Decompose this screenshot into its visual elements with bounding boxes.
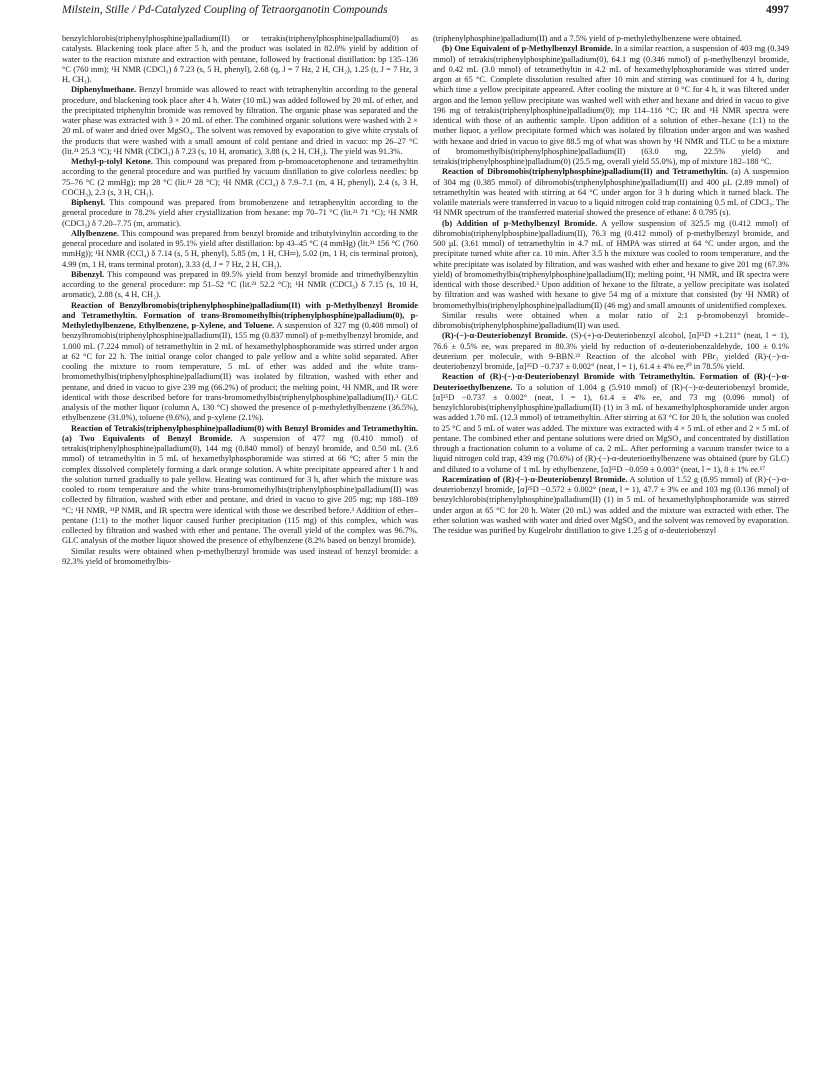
paragraph-heading: Reaction of (R)-(−)-α-Deuteriobenzyl Bromide with Tetramethyltin. Formation of (R)-(−)-α-Deuterioethylbenzene. — [433, 372, 789, 392]
left-column — [62, 34, 418, 1064]
paragraph-text: This compound was prepared from bromobenzene and tetraphenyltin according to the general procedure in 78.2% yield after crystallization from hexane: mp 70–71 °C (lit.²¹ 71 °C); ¹H NMR (CDCl₃) δ 7.20–7.75 (m, aromatic). — [62, 198, 418, 228]
paragraph-text: This compound was prepared from benzyl bromide and tributylvinyltin according to the general procedure and isolated in 95.1% yield after distillation: bp 43–45 °C (4 mmHg) (lit.²¹ 156 °C (760 mmHg)); ¹H NMR (CCl₄) δ 7.14 (s, 5 H, phenyl), 5.85 (m, 1 H, CH═), 5.02 (m, 1 H, cis terminal proton), 4.99 (m, 1 H, trans terminal proton), 3.33 (d, J = 7 Hz, 2 H, CH₂). — [62, 228, 418, 269]
paragraph — [433, 331, 789, 372]
paragraph — [62, 424, 418, 547]
paragraph-text: To a solution of 1.004 g (5.910 mmol) of (R)-(−)-α-deuteriobenzyl bromide, [α]²⁵D −0.737 ± 0.002° (neat, l = 1), 61.4 ± 4% ee, and 73 mg (0.096 mmol) of benzylchlorobis(triphenylphosphine)palladium(II) (1) in 3 mL of hexamethylphosphoramide under argon was added 1.70 mL (12.3 mmol) of tetramethyltin. After stirring at 63 °C for 20 h, the solution was cooled to 25 °C and 5 mL of water was added. The mixture was extracted with 4 × 5 mL of ether and 2 × 5 mL of pentane. The combined ether and pentane solutions were dried on MgSO₄ and concentrated by distillation through a fractionation column to a volume of ca. 2 mL. After performing a vacuum transfer twice to a liquid nitrogen cold trap, 439 mg (70.6%) of (R)-(−)-α-deuterioethylbenzene was obtained (pure by GLC) and diluted to a volume of 1 mL by ethylbenzene, [α]²⁵D −0.059 ± 0.003° (neat, l = 1), 8 ± 1% ee.¹⁷ — [433, 382, 789, 474]
text-columns — [62, 34, 789, 1064]
page-number: 4997 — [766, 4, 789, 16]
paragraph-text: A solution of 1.52 g (8.95 mmol) of (R)-(−)-α-deuteriobenzyl bromide, [α]²⁵D −0.572 ± 0.002° (neat, l = 1), 47.7 ± 3% ee and 103 mg (0.136 mmol) of benzylchlorobis(triphenylphosphine)palladium(II) (1) in 5 mL of hexamethylphosphoramide was stirred under argon at 65 °C for 20 h. Water (20 mL) was added and the mixture was extracted with ether. The ether solution was washed with water and dried over MgSO₄ and the solvent was removed by evaporation. The residue was purified by Kugelrohr distillation to give 1.25 g of α-deuteriobenzyl — [433, 474, 789, 535]
paragraph-text: (triphenylphosphine)palladium(II) and a 7.5% yield of p-methylethylbenzene were obtained. — [433, 34, 743, 43]
right-column — [433, 34, 789, 1064]
paragraph — [433, 372, 789, 475]
paragraph — [62, 270, 418, 301]
paragraph-text: This compound was prepared in 89.5% yield from benzyl bromide and trimethylbenzyltin according to the general procedure: mp 51–52 °C (lit.²¹ 52.2 °C); ¹H NMR (CDCl₃) δ 7.15 (s, 10 H, aromatic), 2.88 (s, 4 H, CH₂). — [62, 269, 418, 300]
paragraph-heading: (b) Addition of p-Methylbenzyl Bromide. — [442, 218, 598, 228]
paragraph-text: Similar results were obtained when p-methylbenzyl bromide was used instead of benzyl bromide: a 92.3% yield of bromomethylbis- — [62, 546, 418, 566]
paragraph-text: (S)-(+)-α-Deuteriobenzyl alcohol, [α]²⁵D +1.211° (neat, l = 1), 76.6 ± 0.5% ee, was prepared in 80.3% yield by reduction of α-deuteriobenzaldehyde, 100 ± 0.1% deuterium per molecule, with 9-BBN.²² Reaction of the alcohol with PBr₃ yielded (R)-(−)-α-deuteriobenzyl bromide, [α]²⁵D −0.737 ± 0.002° (neat, l = 1), 61.4 ± 4% ee,²⁰ in 78.5% yield. — [433, 331, 789, 371]
paragraph-heading: Reaction of Dibromobis(triphenylphosphine)palladium(II) and Tetramethyltin. — [442, 167, 729, 177]
paragraph — [433, 219, 789, 311]
paragraph — [62, 157, 418, 198]
paragraph-heading: Reaction of Benzylbromobis(triphenylphosphine)palladium(II) with p-Methylbenzyl Bromide and Tetramethyltin. Formation of trans-Bromomethylbis(triphenylphosphine)palladium(0), p-Methylethylbenzene, Ethylbenzene, p-Xylene, and Toluene. — [62, 300, 418, 330]
paragraph — [62, 85, 418, 157]
paragraph-heading: Biphenyl. — [71, 198, 106, 207]
paragraph-text: benzylchlorobis(triphenylphosphine)palladium(II) or tetrakis(triphenylphosphine)palladium(0) as catalysts. Blackening took place after 5 h, and the product was isolated in 82.0% yield by addition of water to the reaction mixture and extraction with pentane, followed by fractional distillation: bp 135–136 °C (760 mm); ¹H NMR (CDCl₃) δ 7.23 (s, 5 H, phenyl), 2.68 (q, J = 7 Hz, 2 H, CH₂), 1.25 (t, J = 7 Hz, 3 H, CH₃). — [62, 34, 418, 84]
paragraph-heading: (b) One Equivalent of p-Methylbenzyl Bromide. — [442, 44, 613, 54]
running-title: Milstein, Stille / Pd-Catalyzed Coupling of Tetraorganotin Compounds — [62, 4, 388, 16]
paragraph — [433, 475, 789, 537]
paragraph — [433, 311, 789, 332]
paragraph — [433, 167, 789, 218]
paragraph-heading: Allylbenzene. — [71, 228, 119, 238]
paragraph-text: This compound was prepared from p-bromoacetophenone and tetramethyltin according to the general procedure and was purified by vacuum distillation to give colorless needles: bp 75–76 °C (2 mmHg); mp 28 °C (lit.²¹ 28 °C); ¹H NMR (CCl₄) δ 7.9–7.1 (m, 4 H, phenyl), 2.4 (s, 3 H, COCH₃), 2.3 (s, 3 H, CH₃). — [62, 157, 418, 197]
paragraph-heading: Racemization of (R)-(−)-α-Deuteriobenzyl Bromide. — [442, 474, 628, 484]
paragraph-text: Benzyl bromide was allowed to react with tetraphenyltin according to the general procedure, and blackening took place after 4 h. Water (10 mL) was added followed by 20 mL of ether, and the precipitated triphenyltin bromide was removed by filtration. The organic phase was separated and the water phase was extracted with 3 × 20 mL of ether. The combined organic solutions were washed with 2 × 20 mL of water and dried over MgSO₄. The solvent was removed by evaporation to give white crystals of the products that were washed with a small amount of cold pentane and dried in vacuo: mp 26–27 °C (lit.²¹ 25.3 °C); ¹H NMR (CDCl₃) δ 7.23 (s, 10 H, aromatic), 3.88 (s, 2 H, CH₂). The yield was 91.3%. — [62, 85, 418, 156]
paragraph — [433, 34, 789, 44]
paragraph-text: Similar results were obtained when a molar ratio of 2:1 p-bromobenzyl bromide–dibromobis(triphenylphosphine)palladium(II) was used. — [433, 310, 789, 330]
paragraph-text: (a) A suspension of 304 mg (0.385 mmol) of dibromobis(triphenylphosphine)palladium(II) and 400 μL (2.89 mmol) of tetramethyltin was heated with stirring at 64 °C under argon for 3 h during which it turned black. The volatile materials were transferred in vacuo to a liquid nitrogen cold trap containing 0.5 mL of CDCl₃. The ¹H NMR spectrum of the transferred material showed the presence of ethane: δ 0.795 (s). — [433, 167, 789, 218]
paragraph-text: A yellow suspension of 325.5 mg (0.412 mmol) of dibromobis(triphenylphosphine)palladium(II), 76.3 mg (0.412 mmol) of p-methylbenzyl bromide, and 500 μL (3.61 mmol) of tetramethyltin in 4.7 mL of HMPA was stirred at 64 °C under argon, and the precipitate turned white after ca. 10 min. After 3.5 h the mixture was cooled to room temperature, and the white precipitate was isolated by filtration, and was washed with ether and hexane to give 201 mg (67.3% yield) of bromomethylbis(triphenylphosphine)palladium(II); melting point, ¹H NMR, and IR spectra were identical with those described.³ Upon addition of hexane to the filtrate, a yellow precipitate was isolated by filtration and was washed with hexane to give 54 mg of a mixture that consisted (by ¹H NMR) of bromomethylbis(triphenylphosphine)palladium(II) (46 mg) and small amounts of unidentified complexes. — [433, 218, 789, 310]
paragraph-heading: Reaction of Tetrakis(triphenylphosphine)palladium(0) with Benzyl Bromides and Tetramethyltin. (a) Two Equivalents of Benzyl Bromide. — [62, 423, 418, 443]
paragraph — [62, 34, 418, 85]
paragraph — [62, 198, 418, 229]
paragraph — [433, 44, 789, 167]
paragraph-heading: Bibenzyl. — [71, 269, 105, 279]
paragraph-heading: Diphenylmethane. — [71, 85, 137, 95]
paragraph — [62, 301, 418, 424]
paragraph — [62, 229, 418, 270]
paragraph-heading: (R)-(−)-α-Deuteriobenzyl Bromide. — [442, 331, 568, 341]
paragraph-heading: Methyl-p-tolyl Ketone. — [71, 157, 153, 166]
running-header — [62, 4, 789, 22]
paragraph-text: A suspension of 477 mg (0.410 mmol) of tetrakis(triphenylphosphine)palladium(0), 144 mg (0.840 mmol) of benzyl bromide, and 0.50 mL (3.6 mmol) of tetramethyltin in 5 mL of hexamethylphosphoramide was stirred at 66 °C; after 5 min the complex dissolved completely forming a dark orange solution. A white precipitate appeared after 1 h and the solution turned gradually to pale yellow. Heating was continued for 3 h, after which the mixture was cooled to room temperature and the white trans-bromomethylbis(triphenylphosphine)palladium(II) was collected by filtration, washed with ether and pentane, and dried in vacuo to give 205 mg; mp 188–189 °C; ¹H NMR, ³¹P NMR, and IR spectra were identical with those we described before.³ Addition of ether–pentane (1:1) to the mother liquor caused further precipitation (115 mg) of this complex, which was collected by filtration and washed with ether and pentane. The overall yield of the complex was 96.7%. GLC analysis of the mother liquor showed the presence of ethylbenzene (8.2% based on benzyl bromide). — [62, 433, 418, 546]
paragraph-text: A suspension of 327 mg (0.408 mmol) of benzylbromobis(triphenylphosphine)palladium(II), 155 mg (0.837 mmol) of p-methylbenzyl bromide, and 1.000 mL (7.224 mmol) of tetramethyltin in 2 mL of hexamethylphosphoramide was stirred under argon at 62 °C for 22 h. The initial orange color changed to pale yellow and a white solid separated. After cooling the mixture to room temperature, 5 mL of ether was added and the white trans-bromomethylbis(triphenylphosphine)palladium(II) was isolated by filtration, washed with ether and pentane, and dried in vacuo to give 239 mg (66.2%) of product; the melting point, ¹H NMR, and IR were identical with those described before for trans-bromomethylbis(triphenylphosphine)palladium(II).³ GLC analysis of the mother liquor (column A, 130 °C) showed the presence of p-methylethylbenzene (36.5%), ethylbenzene (31.0%), toluene (9.6%), and p-xylene (2.1%). — [62, 321, 418, 423]
paragraph — [62, 547, 418, 568]
paragraph-text: In a similar reaction, a suspension of 403 mg (0.349 mmol) of tetrakis(triphenylphosphine)palladium(0), 64.1 mg (0.346 mmol) of p-methylbenzyl bromide, and 0.42 mL (3.0 mmol) of tetramethyltin in 4.2 mL of hexamethylphosphoramide was stirred under argon at 65 °C. Complete dissolution resulted after 10 min and stirring was continued for 4 h, during which time a yellow precipitate appeared. After cooling the mixture at 0 °C for 4 h, it was filtered under argon and the lemon yellow precipitate was washed well with ether and hexane and dried in vacuo to give 196 mg of tetrakis(triphenylphosphine)palladium(0); mp 114–116 °C; IR and ¹H NMR spectra were identical with those of an authentic sample. Upon addition of a solution of ether–hexane (1:1) to the mother liquor, a yellow precipitate formed which was isolated by filtration under argon and was washed with hexane and dried in vacuo to give 88.5 mg of what was shown by ¹H NMR and TLC to be a mixture of bromomethylbis(triphenylphosphine)palladium(II) (63.0 mg, 22.5% yield) and tetrakis(triphenylphosphine)palladium(0) (25.5 mg, overall yield 55.0%), mp of mixture 182–188 °C. — [433, 44, 789, 166]
